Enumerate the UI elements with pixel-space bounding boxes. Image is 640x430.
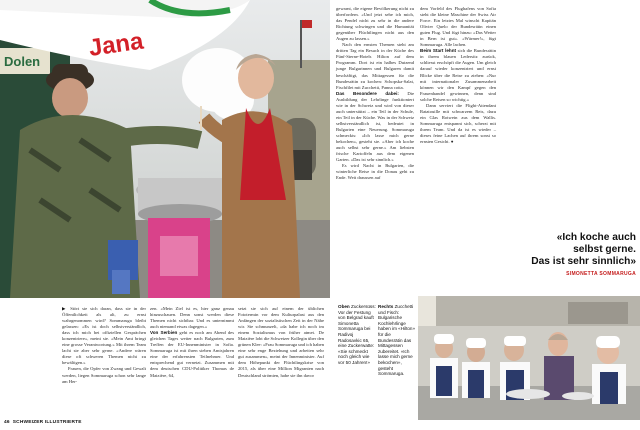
caption-left <box>338 304 376 366</box>
awning-text: Dolen <box>4 54 41 69</box>
article-column-b <box>150 306 234 379</box>
col-e-p1: dem Vorfeld des Flughafens von Sofia steht die kleine Maschine der Swiss Air Force. Ein letztes Mal winscht Kapitän Olivier Quelo der Bundesrätin einen guten Flug. Und fügt hinzu: «Das Wetter in Bern ist gut». «Wärmer!», fügt Sommaruga. Alle lachen. <box>420 6 496 48</box>
col-a-p1: Stört sie sich daran, dass sie in der Öffentlichkeit als alt, zu ernst wahrgenommen wird? Sommaruga bleibt gelassen: «Es ist doch selbstverständlich, dass ich mich bei offiziellen Gesprächen konzentriere», meint sie. «Mein Amt bringt eine grosse Verantwortung.» Mit ihrem Team lacht sie aber sehr gerne. «Andere wären diese oft schweren Themen nicht zu bewältigen.» <box>62 306 146 366</box>
cotton-candy-scene <box>0 0 330 298</box>
pull-quote-line-3: Das ist sehr sinnlich» <box>531 256 636 267</box>
pull-quote-attribution: SIMONETTA SOMMARUGA <box>566 271 636 277</box>
col-e-bold-lead: Beim Start lehnt <box>420 48 457 54</box>
lead-marker: ▶ <box>62 306 68 311</box>
col-a-p2: Frauen, die Opfer von Zwang und Gewalt werden, liegen Sommaruga schon sehr lange am Her- <box>62 366 146 384</box>
main-photo <box>0 0 330 298</box>
pull-quote-line-2: selbst gerne. <box>573 244 636 255</box>
caption-right <box>378 304 416 377</box>
caption-left-bold: Oben <box>338 304 350 309</box>
article-column-c <box>238 306 324 379</box>
caption-left-text: Zuckersüss: Vor der Festung von Belgrad kauft Simonetta Sommaruga bei Radivoj Radosavkic 65, eine Zuckerwatte: «Sie schmeckt noch gleich wie vor 50 Jahren!» <box>338 304 376 365</box>
sommaruga-face <box>238 57 274 99</box>
umbrella-brand-text: Jana <box>87 27 146 62</box>
col-b-p1: zen. «Mein Ziel ist es, hier ganz genau hinzuschauen. Denn sonst werden diese Themen nicht sichtbar. Und es unternimmt auch niemand etwas dagegen.» <box>150 306 234 330</box>
article-column-a <box>62 306 146 385</box>
vendor-face <box>52 78 88 118</box>
col-d-p1: gewarnt, die eigene Bevölkerung nicht zu überfordern. «Und jetzt sehe ich mich, das Pendel nicht zu sehr in die andere Richtung schwingen und die Humanität gegenüber Flüchtlingen nicht aus den Augen zu lassen.» <box>336 6 414 42</box>
col-b-bold-lead: Von Serbien <box>150 330 178 336</box>
col-e-p2: sich die Bundesrätin in ihrem blauen Ledersitz zurück, schliesst erschöpft die Augen. Um gleich darauf wieder konzentriert und ernst Blicke über die Reise zu ziehen: «Nur mit internationaler Zusammenarbeit können wir den Kampf gegen den Frauenhandel gewinnen, denn sind solche Reisen so wichtig.» <box>420 48 496 102</box>
col-b-p2: geht es noch am Abend des gleichen Tages weiter nach Bulgarien, zum Treffen der EU-Innenminister in Sofia. Sommaruga ist mit ihren sieben Amtsjahren eine der erfahrensten Teilnehmer. Und entsprechend gut vernetzt. Zusammen mit dem deutschen CDU-Politiker Thomas de Maizière, 64, <box>150 330 234 378</box>
magazine-name: SCHWEIZER ILLUSTRIERTE <box>12 420 82 425</box>
kitchen-photo <box>418 296 640 420</box>
col-d-p3: Die Ausbildung der Lehrlinge funktioniert wie in der Schweiz und wird von dieser auch unterstützt – ein Teil in der Schule, ein Teil in der Küche. Was in der Schweiz selbstverständlich ist, bedeutet in Bulgarien eine Neuerung. Sommaruga schmeckts: «Ich lasse mich gerne bekochen», gesteht sie. «Aber ich koche auch selbst sehr gerne.» Am liebsten frische Kartoffeln aus dem eigenen Garten. «Das ist sehr sinnlich.» <box>336 90 414 163</box>
article-column-d <box>336 6 414 181</box>
pull-quote-line-1: «Ich koche auch <box>556 232 636 243</box>
end-mark: ● <box>450 139 454 145</box>
article-column-e <box>420 6 496 145</box>
col-d-p2: Nach den ernsten Themen steht am dritten Tag ein Besuch in der Küche des Fünf-Sterne-Hotels Hilton auf dem Programm. Dort ist ein halbes Dutzend junge Bulgarinnen und Bulgaren damit beschäftigt, das Mittagessen für die Bundesrätin zu kochen: Schopska-Salat, Fischfilet mit Zucchetti, Panna cotta. <box>336 42 414 90</box>
page-footer <box>4 420 82 425</box>
caption-right-text: Zucchetti und Fisch: Bulgarische Kochlehrlinge haben im «Hilton» für die Bundesrätin das Mittagessen zubereitet. «Ich lasse mich gerne bekochen», gesteht Sommaruga. <box>378 304 416 377</box>
col-e-p3: Dann serviert die Flight-Attendant Ratatouille mit schwarzem Reis, dazu ein Glas Rotwein aus dem Wallis. Sommaruga entspannt sich, scherzt mit ihrem Team. Und da ist es wieder – dieses feine Lachen auf ihrem sonst so ernsten Gesicht. <box>420 102 496 145</box>
col-d-p4: Es wird Nacht in Bulgarien, die winterliche Reise in die Donau geht zu Ende. Weit draussen auf <box>336 163 414 181</box>
pull-quote <box>504 232 636 277</box>
col-d-bold-lead: Das Besondere dabei: <box>336 90 399 96</box>
page-number: 46 <box>4 420 10 425</box>
caption-right-bold: Rechts <box>378 304 394 309</box>
col-c-text: setzt sie sich auf einem der üblichen Fototermin vor dem Kulturpalast aus den Anfängen der sozialistischen Zeit in der Nähe wir. Sie schmunzelt, «da habe ich noch im einem Sozialismus von früher atmet. De Maizière lobt die Schweizer Kollegin über den grünen Klee: «Frau Sommaruga und ich haben eine sehr enge Beziehung und arbeiten sehr gut zusammen», meint der Innenminister. Auf dem Höhepunkt der Flüchtlingskrise von 2015, als über eine Million Migranten nach Deutschland strömten, habe sie ihn davor <box>238 306 324 378</box>
kitchen-scene <box>418 296 640 420</box>
